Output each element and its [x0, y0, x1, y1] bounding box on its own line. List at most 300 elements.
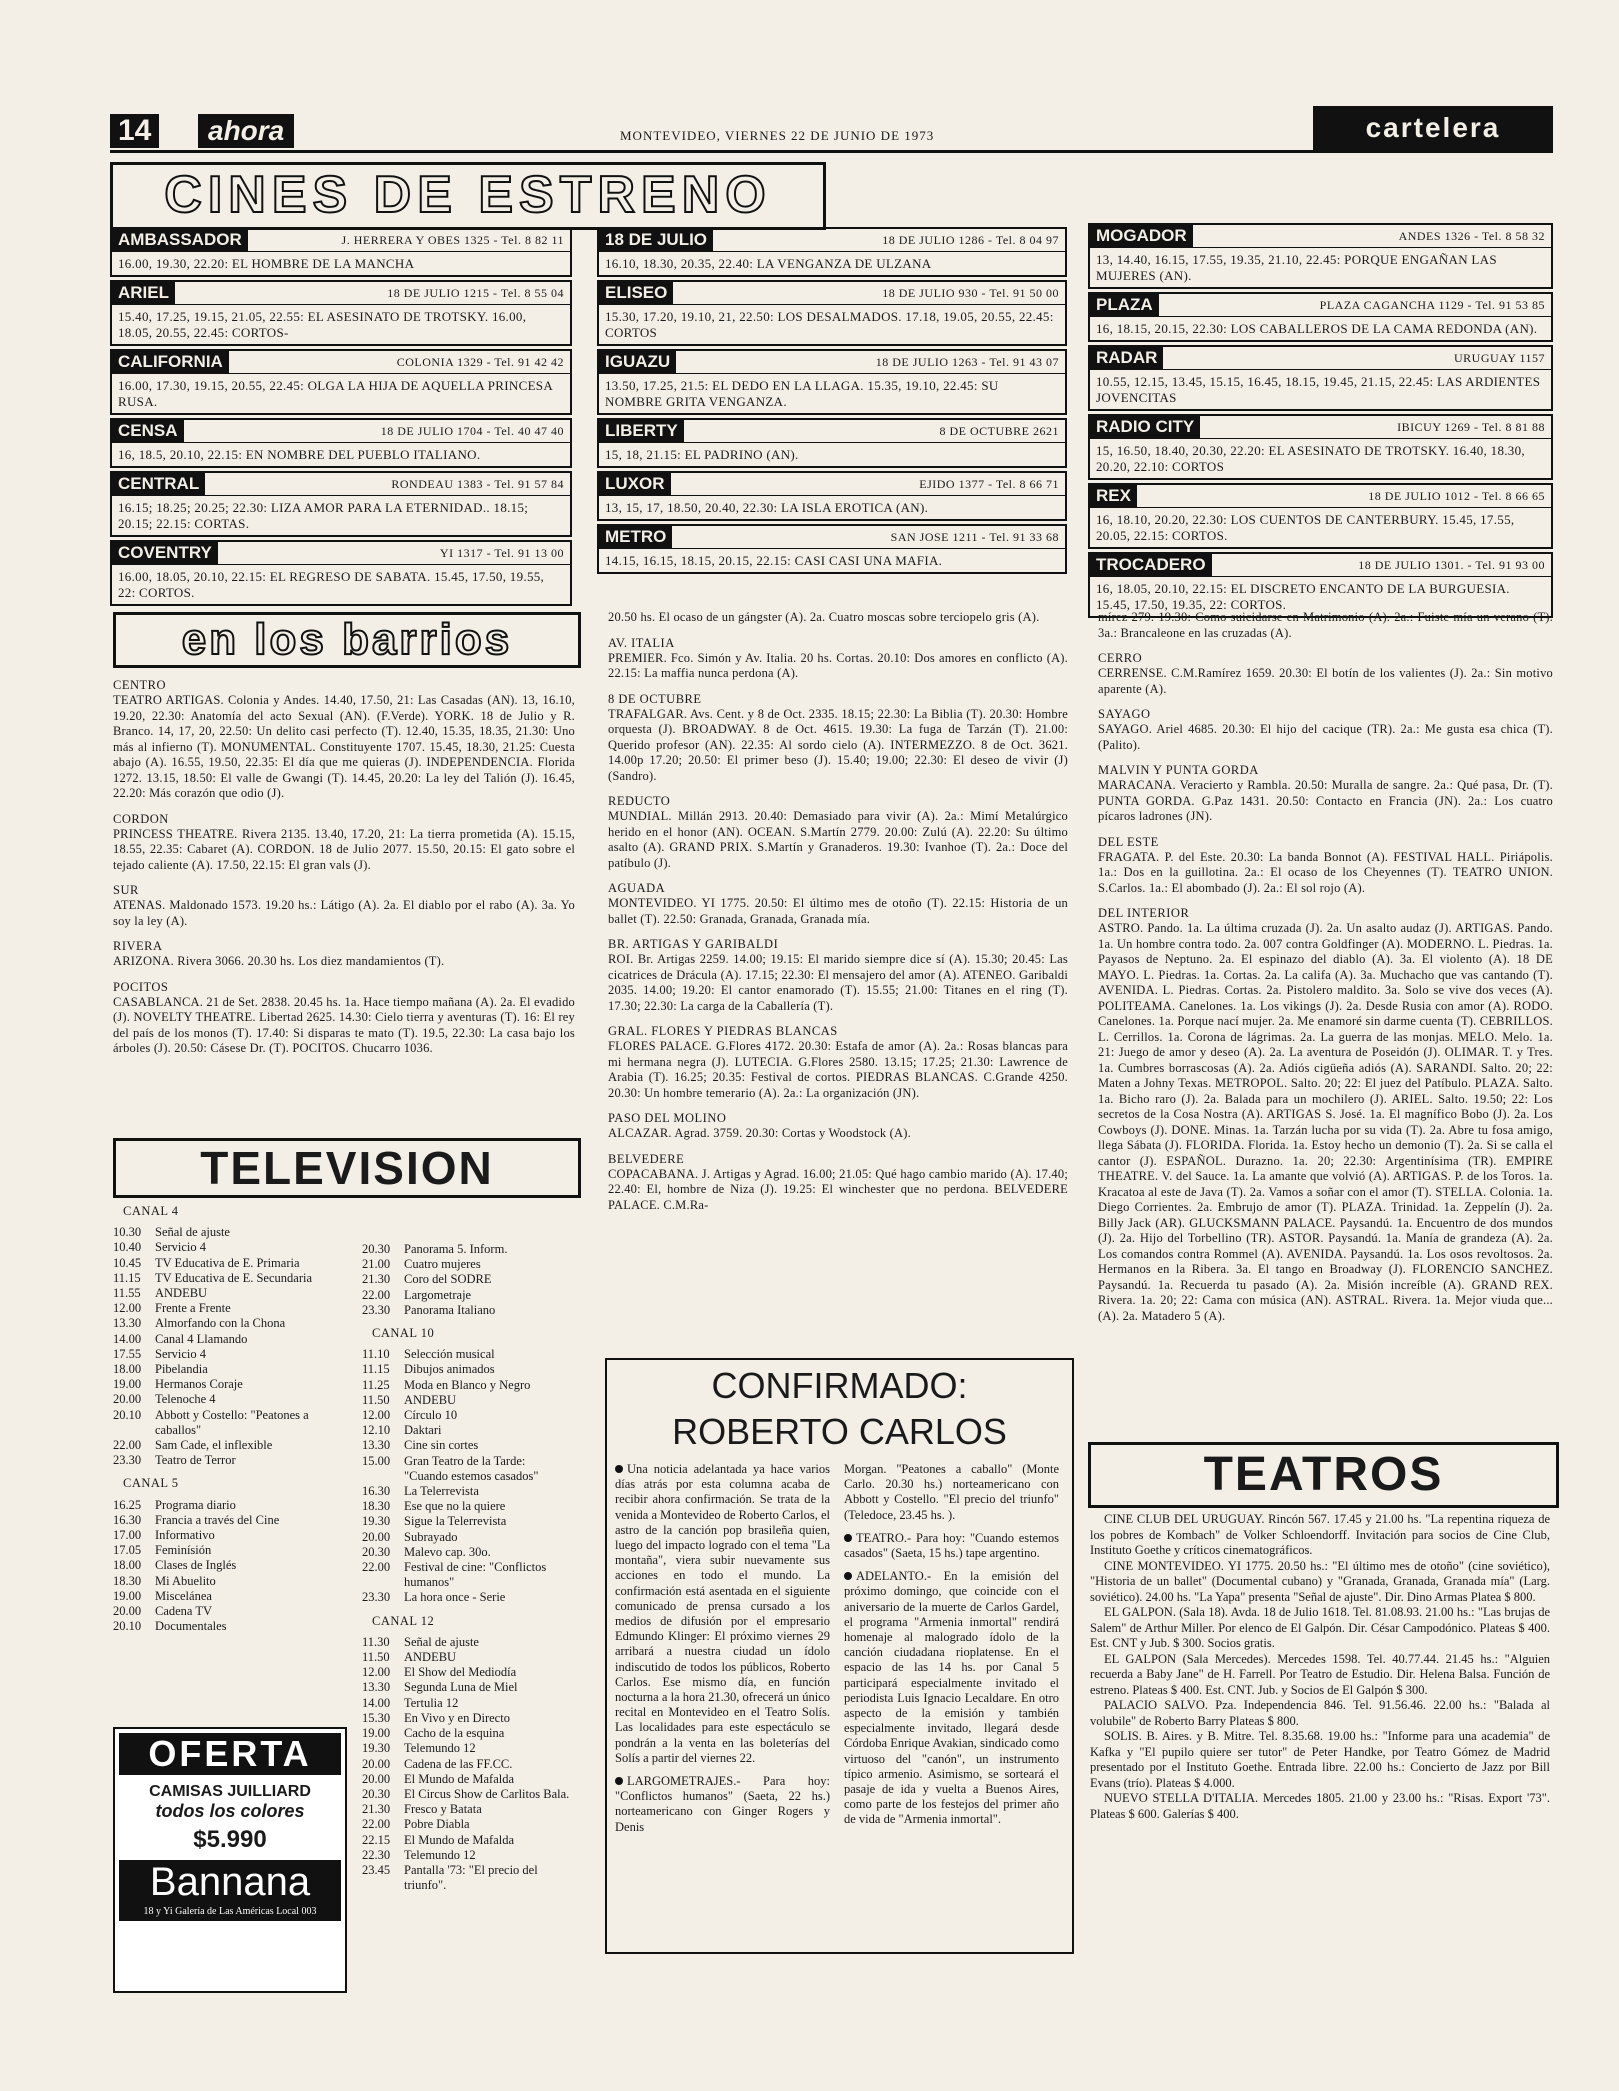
teatros-list — [1090, 1512, 1550, 1822]
tv-program: ANDEBU — [404, 1392, 457, 1407]
television-title: TELEVISION — [113, 1138, 581, 1198]
confirmado-right-column — [844, 1462, 1059, 1835]
tv-program: Segunda Luna de Miel — [404, 1680, 518, 1695]
confirmado-largometrajes: LARGOMETRAJES.- Para hoy: "Conflictos humanos" (Saeta, 22 hs.) norteamericano con Ginger Rogers y Denis — [615, 1774, 830, 1834]
barrio-label: POCITOS — [113, 979, 169, 994]
tv-program: Daktari — [404, 1423, 442, 1438]
cine-header — [1090, 225, 1551, 248]
teatro-listing: EL GALPON (Sala Mercedes). Mercedes 1598. Tel. 40.77.44. 21.45 hs.: "Alguien recuerda a Baby Jane" de H. Farrell. Por Teatro de Estudio. Dir. Helena Balsa. Función de estreno. Plateas $ 400. Est. CNT. Jub. y Socios de El Galpón $ 300. — [1090, 1651, 1550, 1697]
tv-row — [113, 1528, 343, 1543]
tv-time: 13.30 — [362, 1438, 391, 1453]
cine-name: TROCADERO — [1090, 554, 1212, 576]
cine-listing — [110, 471, 572, 537]
ad-colors: todos los colores — [155, 1801, 305, 1821]
bullet-icon — [615, 1465, 623, 1473]
tv-program: Pobre Diabla — [404, 1817, 470, 1832]
tv-program: El Mundo de Mafalda — [404, 1771, 515, 1786]
cine-name: 18 DE JULIO — [599, 229, 713, 251]
tv-program: Almorfando con la Chona — [155, 1316, 286, 1331]
tv-program: Canal 4 Llamando — [155, 1331, 248, 1346]
tv-row — [362, 1378, 572, 1393]
tv-program: Clases de Inglés — [155, 1558, 237, 1573]
cine-showtimes: 13, 15, 17, 18.50, 20.40, 22.30: LA ISLA EROTICA (AN). — [605, 500, 929, 515]
cine-address: 18 DE JULIO 1704 - Tel. 40 47 40 — [380, 423, 564, 438]
cine-name: REX — [1090, 485, 1137, 507]
tv-row — [113, 1408, 343, 1438]
cine-showtimes: 16, 18.5, 20.10, 22.15: EN NOMBRE DEL PUEBLO ITALIANO. — [118, 447, 481, 462]
tv-time: 13.30 — [113, 1316, 142, 1331]
cine-listing — [597, 280, 1067, 346]
tv-row — [362, 1635, 572, 1650]
cine-header — [112, 473, 570, 496]
cine-address: 18 DE JULIO 1263 - Tel. 91 43 07 — [875, 354, 1059, 369]
tv-row — [362, 1833, 572, 1848]
tv-row — [362, 1741, 572, 1756]
teatro-listing: EL GALPON. (Sala 18). Avda. 18 de Julio 1618. Tel. 81.08.93. 21.00 hs.: "Las brujas de Salem" de Arthur Miller. Por elenco de El Galpón. Dir. César Campodónico. Plateas $ 400. Est. CNT y Jub. $ 300. Socios gratis. — [1090, 1605, 1550, 1650]
cine-address: J. HERRERA Y OBES 1325 - Tel. 8 82 11 — [341, 232, 564, 247]
tv-program: ANDEBU — [155, 1286, 208, 1301]
tv-row — [113, 1604, 343, 1619]
tv-program: TV Educativa de E. Secundaria — [155, 1270, 313, 1285]
tv-column-2 — [362, 1242, 572, 1893]
cine-name: CENSA — [112, 420, 184, 442]
cine-name: IGUAZU — [599, 351, 676, 373]
cine-showtimes: 16.00, 17.30, 19.15, 20.55, 22.45: OLGA LA HIJA DE AQUELLA PRINCESA RUSA. — [118, 378, 553, 409]
tv-row — [362, 1408, 572, 1423]
tv-program: Sam Cade, el inflexible — [155, 1438, 273, 1453]
tv-program: TV Educativa de E. Primaria — [155, 1255, 300, 1270]
tv-time: 17.55 — [113, 1346, 142, 1361]
cine-header — [112, 282, 570, 305]
tv-time: 18.30 — [362, 1499, 391, 1514]
tv-time: 11.25 — [362, 1377, 390, 1392]
tv-program: Gran Teatro de la Tarde: "Cuando estemos casados" — [404, 1453, 539, 1483]
cine-name: AMBASSADOR — [112, 229, 248, 251]
tv-time: 11.15 — [113, 1270, 141, 1285]
cine-showtimes: 10.55, 12.15, 13.45, 15.15, 16.45, 18.15, 19.45, 21.15, 22.45: LAS ARDIENTES JOVENCITAS — [1096, 374, 1541, 405]
tv-channel-label: CANAL 4 — [123, 1204, 179, 1218]
barrio-listing: MUNDIAL. Millán 2913. 20.40: Demasiado para vivir (A). 2a.: Mimí Metalúrgico herido en el honor (AN). OCEAN. S.Martín 2779. 20.00: Zulú (A). 22.20: Su último asalto (A). GRAND PRIX. S.Martín y Granaderos. 19.30: Ivanhoe (T). 2a.: Doce del patíbulo (J). — [608, 809, 1068, 870]
tv-program: Moda en Blanco y Negro — [404, 1377, 531, 1392]
tv-time: 10.40 — [113, 1240, 142, 1255]
cines-column-1 — [110, 227, 572, 609]
page-number: 14 — [110, 114, 159, 148]
bullet-icon — [844, 1534, 852, 1542]
tv-program: Teatro de Terror — [155, 1453, 236, 1468]
tv-row — [113, 1589, 343, 1604]
barrio-listing: FLORES PALACE. G.Flores 4172. 20.30: Estafa de amor (A). 2a.: Rosas blancas para mi hermana negra (J). LUTECIA. G.Flores 2580. 13.15; 17.25; 21.30: Lawrence de Arabia (T). 16.25; 20.35: Festival de cortos. PIEDRAS BLANCAS. C.Grande 4250. 20.30: Un hombre temerario (A). 2a.: La organización (JN). — [608, 1039, 1068, 1100]
tv-time: 18.00 — [113, 1558, 142, 1573]
cine-header — [112, 420, 570, 443]
tv-time: 19.00 — [113, 1588, 142, 1603]
cine-header — [599, 526, 1065, 549]
barrio-listing: CASABLANCA. 21 de Set. 2838. 20.45 hs. 1a. Hace tiempo mañana (A). 2a. El evadido (J). NOVELTY THEATRE. Libertad 2625. 14.30: Cielo tierra y aventuras (T). 16: El rey del país de los monos (T). 17.40: Si disparas te mato (T). 19.5, 22.30: La casa bajo los árboles (J). 20.50: Cásese Dr. (T). POCITOS. Chucarro 1036. — [113, 994, 575, 1055]
tv-column-1 — [113, 1196, 343, 1634]
tv-row — [362, 1590, 572, 1605]
tv-program: La hora once - Serie — [404, 1590, 506, 1605]
barrio-label: AV. ITALIA — [608, 635, 675, 650]
tv-row — [362, 1680, 572, 1695]
tv-program: Cadena TV — [155, 1604, 213, 1619]
confirmado-title-1: CONFIRMADO: — [711, 1365, 968, 1406]
tv-program: Tertulia 12 — [404, 1695, 459, 1710]
barrio-listing: COPACABANA. J. Artigas y Agrad. 16.00; 21.05: Qué hago cambio marido (A). 17.40; 22.40: El, hombre de Niza (J). 19.25: El winchester que no perdona. BELVEDERE PALACE. C.M.Ra- — [608, 1166, 1068, 1212]
tv-program: Sigue la Telerrevista — [404, 1514, 507, 1529]
dateline: MONTEVIDEO, VIERNES 22 DE JUNIO DE 1973 — [620, 128, 935, 143]
tv-row — [113, 1362, 343, 1377]
tv-row — [362, 1848, 572, 1863]
tv-time: 21.30 — [362, 1802, 391, 1817]
tv-program: Abbott y Costello: "Peatones a caballos" — [155, 1407, 309, 1437]
tv-time: 11.50 — [362, 1392, 390, 1407]
confirmado-peliculas: Morgan. "Peatones a caballo" (Monte Carlo. 20.30 hs.) norteamericano con Abbott y Costello. "El precio del triunfo" (Teledoce, 23.45 hs. ). — [844, 1462, 1059, 1522]
tv-row — [113, 1286, 343, 1301]
barrio-listing: ROI. Br. Artigas 2259. 14.00; 19.15: El marido siempre dice sí (A). 15.30; 20.45: Las cicatrices de Drácula (A). 17.15; 22.30: El mensajero del amor (A). ATENEO. Garibaldi 2035. 14.00; 19.20: El cantor enamorado (T). 15.55; 21.00: Titanes en el ring (T). 17.30; 22.30: La carga de la Caballería (T). — [608, 952, 1068, 1013]
tv-row — [113, 1558, 343, 1573]
barrio-listing: ARIZONA. Rivera 3066. 20.30 hs. Los diez mandamientos (T). — [113, 954, 445, 968]
tv-program: Hermanos Coraje — [155, 1377, 243, 1392]
cine-address: 18 DE JULIO 930 - Tel. 91 50 00 — [882, 285, 1059, 300]
tv-program: La Telerrevista — [404, 1484, 479, 1499]
cine-header — [1090, 347, 1551, 370]
tv-time: 20.00 — [362, 1756, 391, 1771]
cine-header — [599, 473, 1065, 496]
section-title: cartelera — [1313, 106, 1553, 150]
tv-row — [362, 1802, 572, 1817]
cine-showtimes: 16.10, 18.30, 20.35, 22.40: LA VENGANZA DE ULZANA — [605, 256, 932, 271]
tv-program: Panorama 5. Inform. — [404, 1242, 508, 1256]
tv-program: Dibujos animados — [404, 1362, 495, 1377]
tv-row — [362, 1242, 572, 1257]
cine-showtimes: 15.30, 17.20, 19.10, 21, 22.50: LOS DESALMADOS. 17.18, 19.05, 20.55, 22.45: CORTOS — [605, 309, 1054, 340]
tv-program: ANDEBU — [404, 1650, 457, 1665]
tv-program: Documentales — [155, 1619, 227, 1634]
barrio-label: MALVIN Y PUNTA GORDA — [1098, 763, 1259, 777]
ad-headline: OFERTA — [119, 1733, 341, 1775]
tv-program: Programa diario — [155, 1497, 236, 1512]
confirmado-adelanto: ADELANTO.- En la emisión del próximo domingo, que coincide con el aniversario de la muerte de Carlos Gardel, el programa "Armenia inmortal" rendirá homenaje al malogrado ídolo de la canción ciudadana rioplatense. En el espacio de las 14 hs. por Canal 5 participará especialmente invitado el periodista Luis Ignacio Lecaldare. En otro aspecto de la emisión y también especialmente invitado, llegará desde Córdoba Enrique Avakian, sindicado como virtuoso del "canón", un instrumento típico armenio. Asimismo, se sorteará el pasaje de ida y vuelta a Buenos Aires, como parte de los festejos del primer año de vida de "Armenia inmortal". — [844, 1569, 1059, 1827]
barrio-listing: MARACANA. Veracierto y Rambla. 20.50: Muralla de sangre. 2a.: Qué pasa, Dr. (T). PUNTA GORDA. G.Paz 1431. 20.50: Contacto en Francia (JN). 2a.: Los cuatro pícaros ladrones (JN). — [1098, 778, 1553, 823]
tv-program: Miscelánea — [155, 1588, 212, 1603]
tv-row — [362, 1362, 572, 1377]
ad-product: CAMISAS JUILLIARD — [149, 1783, 311, 1800]
teatro-listing: CINE MONTEVIDEO. YI 1775. 20.50 hs.: "El último mes de otoño" (cine soviético), "Historia de un ballet" (Documental cubano) y "Granada, Granada, Granada mía" (Larg. soviético). 24.00 hs. "La Yapa" presenta "Señal de ajuste". Dir. Dino Armas Platea $ 800. — [1090, 1558, 1550, 1604]
tv-program: Pantalla '73: "El precio del triunfo". — [404, 1862, 538, 1893]
barrios-col3-intro: mírez 279. 19.30: Como suicidarse en Matrimonio (A). 2a.: Fuiste mía un verano (T). 3a.: Brancaleone en las cruzadas (A). — [1098, 610, 1553, 640]
cine-showtimes: 16, 18.05, 20.10, 22.15: EL DISCRETO ENCANTO DE LA BURGUESIA. 15.45, 17.50, 19.35, 22: CORTOS. — [1096, 581, 1510, 612]
barrio-label: SUR — [113, 883, 139, 897]
barrio-label: SAYAGO — [1098, 707, 1151, 721]
cine-header — [1090, 554, 1551, 577]
tv-program: El Circus Show de Carlitos Bala. — [404, 1786, 570, 1801]
cine-listing — [597, 227, 1067, 277]
cines-estreno-title: CINES DE ESTRENO — [110, 162, 826, 230]
cine-name: RADIO CITY — [1090, 416, 1200, 438]
tv-time: 23.30 — [362, 1590, 391, 1605]
tv-row — [362, 1514, 572, 1529]
cine-listing — [597, 524, 1067, 574]
tv-time: 13.30 — [362, 1680, 391, 1695]
cine-showtimes: 16, 18.15, 20.15, 22.30: LOS CABALLEROS DE LA CAMA REDONDA (AN). — [1096, 321, 1538, 336]
confirmado-news: Una noticia adelantada ya hace varios días atrás por esta columna acaba de recibir ahora confirmación. Se trata de la venida a Montevideo de Roberto Carlos, el astro de la canción pop brasileña quien, luego del impacto logrado con el tema "La montaña", viera subir nuevamente sus acciones en todo el mundo. La confirmación está asentada en el siguiente comunicado de prensa cursado a los medios de difusión por el empresario Edmundo Klinger: El próximo viernes 29 arribará a nuestra ciudad un ídolo indiscutido de todos los públicos, Roberto Carlos. Ese mismo día, en función nocturna a la hora 21.30, ofrecerá un único recital en Montevideo en el Teatro Solís. Las localidades para este espectáculo se pondrán a la venta en las boleterías del Solís a partir del viernes 22. — [615, 1462, 830, 1765]
confirmado-teatro: TEATRO.- Para hoy: "Cuando estemos casados" (Saeta, 15 hs.) tape argentino. — [844, 1530, 1059, 1561]
tv-row — [362, 1787, 572, 1802]
barrio-listing: ATENAS. Maldonado 1573. 19.20 hs.: Látigo (A). 2a. El diablo por el rabo (A). 3a. Yo soy la ley (A). — [113, 898, 575, 928]
barrio-label: AGUADA — [608, 881, 666, 895]
cine-listing — [1088, 223, 1553, 289]
ad-brand: Bannana — [149, 1860, 311, 1904]
ad-location: 18 y Yi Galería de Las Américas Local 003 — [143, 1906, 317, 1917]
barrios-column-3 — [1098, 610, 1553, 1324]
tv-row — [362, 1650, 572, 1665]
barrio-listing: TRAFALGAR. Avs. Cent. y 8 de Oct. 2335. 18.15; 22.30: La Biblia (T). 20.30: Hombre orquesta (J). BROADWAY. 8 de Oct. 4615. 19.30: La fuga de Tarzán (T). 21.00: Querido profesor (AN). 22.35: Al sordo cielo (A). INTERMEZZO. 8 de Oct. 3621. 14.00p 17.20; 20.50: El primer beso (J). 15.40; 19.00; 22.30: El deseo de vivir (J) (Sandro). — [608, 706, 1068, 783]
tv-time: 20.30 — [362, 1786, 391, 1801]
barrio-label: BELVEDERE — [608, 1151, 685, 1166]
tv-time: 10.30 — [113, 1225, 142, 1240]
barrio-label: 8 DE OCTUBRE — [608, 691, 702, 706]
barrios-column-2 — [608, 610, 1068, 1213]
tv-row — [113, 1301, 343, 1316]
tv-time: 17.05 — [113, 1543, 142, 1558]
tv-row — [362, 1711, 572, 1726]
tv-row — [113, 1438, 343, 1453]
cine-listing — [1088, 483, 1553, 549]
tv-channel-label: CANAL 10 — [372, 1326, 435, 1341]
barrio-label: DEL ESTE — [1098, 834, 1159, 849]
tv-row — [113, 1619, 343, 1634]
tv-channel-label: CANAL 12 — [372, 1613, 435, 1628]
tv-row — [113, 1392, 343, 1407]
cine-listing — [1088, 552, 1553, 618]
tv-row — [362, 1530, 572, 1545]
barrio-listing: ASTRO. Pando. 1a. La última cruzada (J). 2a. Un asalto audaz (J). ARTIGAS. Pando. 1a. Un hombre contra todo. 2a. 007 contra Goldfinger (A). MODERNO. L. Piedras. 1a. Payasos de Neptuno. 2a. El espinazo del diablo (A). 3a. El violento (A). 18 DE MAYO. L. Piedras. 1a. Cortas. 2a. La califa (A). 3a. Muchacho que vas cantando (T). AVENIDA. L. Piedras. Cortas. 2a. Pistolero maldito. 3a. Solo se vive dos veces (A). POLITEAMA. Canelones. 1a. Los vikings (J). 2a. Desde Rusia con amor (A). RODO. Canelones. 1a. Porque nací mujer. 2a. Me enamoré sin darme cuenta (T). CEBRILLOS. L. Cerrillos. 1a. Corona de lágrimas. 2a. La guerra de las monjas. MELO. Melo. 1a. 21: Juego de amor y deseo (A). 2a. La aventura de Poseidón (J). OLIMAR. T. y Tres. 1a. Cumbres borrascosas (A). 2a. Adiós cigüeña adiós (A). SARANDI. Salto. 20; 22: Maten a Johny Texas. METROPOL. Salto. 20; 22: El juez del Patíbulo. PLAZA. Salto. 1a. Bicho raro (J). 2a. Balada para un mochilero (J). ARIEL. Salto. 19.50; 22: Los secretos de la Cosa Nostra (A). ARTIGAS S. José. 1a. El magnífico Bobo (J). 2a. Los Cowboys (J). DONE. Minas. 1a. Tarzán lucha por su vida (T). 2a. Abre tu fosa amigo, llega Sábata (J). FLORIDA. Florida. 1a. Estoy hecho un demonio (T). 2a. Si se calla el cantor (J). ESPAÑOL. Durazno. 1a. 20; 22.30: Argentinísima (TR). EMPIRE THEATRE. V. del Sauce. 1a. La amante que volvió (A). ARTIGAS. P. de los Toros. 1a. Kracatoa al este de Java (T). 2a. Vamos a soñar con el amor (T). STELLA. Colonia. 1a. Diego Corrientes. 2a. Embrujo de amor (T). PLAZA. Trinidad. 1a. Zeppelín (J). 2a. Billy Jack (AR). GLUCKSMANN PALACE. Paysandú. 1a. Encuentro de dos mundos (J). 2a. Hijo del Torbellino (TR). ASTOR. Paysandú. 1a. Manía de grandeza (A). 2a. Los comandos contra Rommel (A). AVENIDA. Paysandú. 1a. Los osos revoltosos. 2a. Hermanos en la Ribera. 3a. El tango en Broadway (J). FLORENCIO SANCHEZ. Paysandú. 1a. Recuerda tu pasado (A). 2a. Misión increíble (A). GRAND REX. Rivera. 1a. 20; 22: Cama con música (AN). ASTRAL. Rivera. 1a. Mejor viuda que... (A). 2a. Matadero 5 (A). — [1098, 921, 1553, 1323]
teatro-listing: SOLIS. B. Aires. y B. Mitre. Tel. 8.35.68. 19.00 hs.: "Informe para una academia" de Kafka y "El pupilo quiere ser tutor" de Peter Handke, por Teatro Gómez de Madrid presentado por el Instituto Goethe. Entrada libre. 22.00 hs.: Concierto de Jazz por Bill Evans (trío). Plateas $ 4.000. — [1090, 1729, 1550, 1790]
teatro-listing: CINE CLUB DEL URUGUAY. Rincón 567. 17.45 y 21.00 hs. "La repentina riqueza de los pobres de Kombach" de Volker Schloendorff. Invitación para socios de Cine Club, Instituto Goethe y críticos cinematográficos. — [1090, 1512, 1550, 1557]
barrio-label: CERRO — [1098, 651, 1143, 665]
tv-time: 11.10 — [362, 1347, 390, 1362]
tv-program: Panorama Italiano — [404, 1302, 496, 1317]
tv-program: Cadena de las FF.CC. — [404, 1756, 513, 1771]
advertisement — [113, 1727, 347, 1993]
header-rule — [110, 150, 1553, 153]
tv-program: Cuatro mujeres — [404, 1257, 481, 1272]
confirmado-title-2: ROBERTO CARLOS — [672, 1411, 1007, 1452]
tv-row — [113, 1256, 343, 1271]
tv-row — [113, 1225, 343, 1240]
cine-showtimes: 15.40, 17.25, 19.15, 21.05, 22.55: EL ASESINATO DE TROTSKY. 16.00, 18.05, 20.55, 22.45: CORTOS- — [118, 309, 527, 340]
tv-program: Ese que no la quiere — [404, 1499, 506, 1514]
tv-time: 20.00 — [113, 1604, 142, 1619]
tv-program: Telemundo 12 — [404, 1847, 476, 1862]
tv-time: 16.25 — [113, 1497, 142, 1512]
tv-time: 11.15 — [362, 1362, 390, 1377]
tv-row — [113, 1453, 343, 1468]
tv-row — [362, 1393, 572, 1408]
tv-time: 19.00 — [113, 1377, 142, 1392]
tv-time: 22.15 — [362, 1832, 391, 1847]
teatros-title: TEATROS — [1088, 1442, 1559, 1508]
barrio-label: RIVERA — [113, 939, 163, 953]
cine-listing — [1088, 414, 1553, 480]
cine-listing — [110, 349, 572, 415]
barrio-listing: MONTEVIDEO. YI 1775. 20.50: El último mes de otoño (T). 22.15: Historia de un ballet (T). 22.50: Granada, Granada, Granada mía. — [608, 896, 1068, 926]
tv-row — [362, 1288, 572, 1303]
barrios-title: en los barrios — [113, 612, 581, 668]
barrio-label: REDUCTO — [608, 794, 671, 808]
tv-time: 15.30 — [362, 1710, 391, 1725]
cine-address: 18 DE JULIO 1301. - Tel. 91 93 00 — [1358, 557, 1545, 572]
tv-program: Fresco y Batata — [404, 1802, 482, 1817]
tv-time: 12.00 — [362, 1665, 391, 1680]
tv-row — [113, 1513, 343, 1528]
tv-row — [362, 1257, 572, 1272]
tv-time: 20.00 — [362, 1771, 391, 1786]
cine-header — [1090, 294, 1551, 317]
cine-listing — [1088, 292, 1553, 342]
cine-address: ANDES 1326 - Tel. 8 58 32 — [1398, 228, 1545, 243]
tv-row — [113, 1240, 343, 1255]
cine-name: MOGADOR — [1090, 225, 1193, 247]
cine-header — [599, 351, 1065, 374]
barrio-label: CORDON — [113, 811, 169, 826]
cine-showtimes: 14.15, 16.15, 18.15, 20.15, 22.15: CASI CASI UNA MAFIA. — [605, 553, 943, 568]
barrios-column-1 — [113, 668, 575, 1057]
tv-program: Malevo cap. 30o. — [404, 1544, 491, 1559]
barrio-listing: SAYAGO. Ariel 4685. 20.30: El hijo del cacique (TR). 2a.: Me gusta esa chica (T). (Palito). — [1098, 722, 1553, 752]
cine-address: 18 DE JULIO 1012 - Tel. 8 66 65 — [1368, 488, 1545, 503]
barrio-listing: TEATRO ARTIGAS. Colonia y Andes. 14.40, 17.50, 21: Las Casadas (AN). 13, 16.10, 19.20, 22.30: Anatomía del acto Sexual (AN). (F.Verde). YORK. 18 de Julio y R. Branco. 14, 17, 20, 22.50: Un delito casi perfecto (T). 12.40, 15.35, 18.35, 21.30: Uno más al infierno (T). MONUMENTAL. Constituyente 1707. 15.45, 18.30, 21.25: Cuesta abajo (A). 16.55, 19.50, 22.35: El día que me quieras (J). INDEPENDENCIA. Florida 1272. 13.15, 18.50: El valle de Gwangi (T). 14.45, 20.20: La ley del Talión (J). 16.45, 22.20: Más corazón que odio (J). — [113, 693, 575, 800]
tv-time: 23.30 — [113, 1453, 142, 1468]
tv-row — [362, 1863, 572, 1893]
tv-row — [362, 1545, 572, 1560]
cine-showtimes: 15, 18, 21.15: EL PADRINO (AN). — [605, 447, 799, 462]
cine-showtimes: 16, 18.10, 20.20, 22.30: LOS CUENTOS DE CANTERBURY. 15.45, 17.55, 20.05, 22.15: CORTOS. — [1096, 512, 1515, 543]
cine-address: RONDEAU 1383 - Tel. 91 57 84 — [391, 476, 564, 491]
bullet-icon — [615, 1777, 623, 1785]
tv-row — [362, 1696, 572, 1711]
cine-listing — [597, 471, 1067, 521]
barrio-label: GRAL. FLORES Y PIEDRAS BLANCAS — [608, 1024, 838, 1038]
cine-listing — [110, 418, 572, 468]
cine-listing — [597, 418, 1067, 468]
tv-row — [362, 1272, 572, 1287]
cine-address: 18 DE JULIO 1215 - Tel. 8 55 04 — [387, 285, 564, 300]
tv-program: Círculo 10 — [404, 1408, 458, 1423]
tv-program: Cacho de la esquina — [404, 1726, 505, 1741]
cine-address: IBICUY 1269 - Tel. 8 81 88 — [1397, 419, 1545, 434]
tv-program: Feminísión — [155, 1543, 212, 1558]
tv-time: 11.50 — [362, 1650, 390, 1665]
tv-time: 22.30 — [362, 1847, 391, 1862]
cine-address: YI 1317 - Tel. 91 13 00 — [439, 545, 564, 560]
cine-listing — [110, 540, 572, 606]
tv-time: 20.00 — [113, 1392, 142, 1407]
tv-time: 19.30 — [362, 1741, 391, 1756]
cine-header — [599, 282, 1065, 305]
tv-time: 18.00 — [113, 1362, 142, 1377]
cine-listing — [597, 349, 1067, 415]
tv-program: Festival de cine: "Conflictos humanos" — [404, 1560, 547, 1590]
barrio-listing: CERRENSE. C.M.Ramírez 1659. 20.30: El botín de los valientes (J). 2a.: Sin motivo aparente (A). — [1098, 666, 1553, 696]
tv-row — [362, 1817, 572, 1832]
tv-row — [113, 1498, 343, 1513]
tv-row — [113, 1347, 343, 1362]
cine-name: CALIFORNIA — [112, 351, 229, 373]
tv-row — [362, 1757, 572, 1772]
tv-time: 22.00 — [362, 1560, 391, 1575]
tv-time: 12.00 — [362, 1408, 391, 1423]
tv-program: Servicio 4 — [155, 1240, 207, 1255]
cine-showtimes: 16.15; 18.25; 20.25; 22.30: LIZA AMOR PARA LA ETERNIDAD.. 18.15; 20.15; 22.15: CORTAS. — [118, 500, 529, 531]
ad-price: $5.990 — [193, 1826, 267, 1853]
cine-header — [599, 420, 1065, 443]
cine-showtimes: 15, 16.50, 18.40, 20.30, 22.20: EL ASESINATO DE TROTSKY. 16.40, 18.30, 20.20, 22.10: CORTOS — [1096, 443, 1525, 474]
barrios-col2-intro: 20.50 hs. El ocaso de un gángster (A). 2a. Cuatro moscas sobre terciopelo gris (A). — [608, 610, 1040, 624]
tv-program: Telemundo 12 — [404, 1741, 476, 1756]
cine-showtimes: 13, 14.40, 16.15, 17.55, 19.35, 21.10, 22.45: PORQUE ENGAÑAN LAS MUJERES (AN). — [1096, 252, 1497, 283]
tv-channel-label: CANAL 5 — [123, 1476, 179, 1491]
tv-program: Selección musical — [404, 1347, 495, 1362]
cine-listing — [110, 280, 572, 346]
cine-name: COVENTRY — [112, 542, 218, 564]
tv-program: El Show del Mediodía — [404, 1665, 517, 1680]
cine-address: COLONIA 1329 - Tel. 91 42 42 — [396, 354, 564, 369]
barrio-listing: ALCAZAR. Agrad. 3759. 20.30: Cortas y Woodstock (A). — [608, 1126, 911, 1140]
tv-row — [362, 1454, 572, 1484]
cine-header — [112, 351, 570, 374]
cine-header — [1090, 416, 1551, 439]
cine-listing — [110, 227, 572, 277]
tv-time: 20.00 — [362, 1529, 391, 1544]
tv-row — [113, 1332, 343, 1347]
tv-row — [113, 1271, 343, 1286]
cine-header — [112, 229, 570, 252]
cines-column-3 — [1088, 223, 1553, 621]
tv-time: 22.00 — [362, 1287, 391, 1302]
cine-name: ARIEL — [112, 282, 175, 304]
barrio-listing: PREMIER. Fco. Simón y Av. Italia. 20 hs. Cortas. 20.10: Dos amores en conflicto (A). 22.15: La maffia nunca perdona (A). — [608, 650, 1068, 680]
tv-time: 23.30 — [362, 1302, 391, 1317]
tv-row — [362, 1423, 572, 1438]
tv-time: 20.10 — [113, 1407, 142, 1422]
tv-time: 19.00 — [362, 1726, 391, 1741]
tv-row — [362, 1484, 572, 1499]
barrio-label: BR. ARTIGAS Y GARIBALDI — [608, 937, 779, 951]
cine-address: PLAZA CAGANCHA 1129 - Tel. 91 53 85 — [1319, 297, 1545, 312]
cine-name: LUXOR — [599, 473, 671, 495]
tv-time: 18.30 — [113, 1573, 142, 1588]
tv-time: 21.30 — [362, 1272, 391, 1287]
cine-header — [1090, 485, 1551, 508]
tv-row — [362, 1303, 572, 1318]
tv-program: Telenoche 4 — [155, 1392, 216, 1407]
tv-time: 21.00 — [362, 1257, 391, 1272]
cine-address: URUGUAY 1157 — [1453, 350, 1545, 365]
tv-program: Coro del SODRE — [404, 1272, 492, 1287]
tv-time: 22.00 — [362, 1817, 391, 1832]
tv-time: 12.00 — [113, 1301, 142, 1316]
tv-row — [113, 1316, 343, 1331]
tv-time: 12.10 — [362, 1423, 391, 1438]
tv-time: 14.00 — [113, 1331, 142, 1346]
tv-time: 11.55 — [113, 1286, 141, 1301]
cine-address: EJIDO 1377 - Tel. 8 66 71 — [919, 476, 1059, 491]
tv-row — [362, 1438, 572, 1453]
tv-program: Cine sin cortes — [404, 1438, 479, 1453]
cine-name: LIBERTY — [599, 420, 684, 442]
cine-address: 18 DE JULIO 1286 - Tel. 8 04 97 — [882, 232, 1059, 247]
cine-showtimes: 16.00, 18.05, 20.10, 22.15: EL REGRESO DE SABATA. 15.45, 17.50, 19.55, 22: CORTOS. — [118, 569, 545, 600]
